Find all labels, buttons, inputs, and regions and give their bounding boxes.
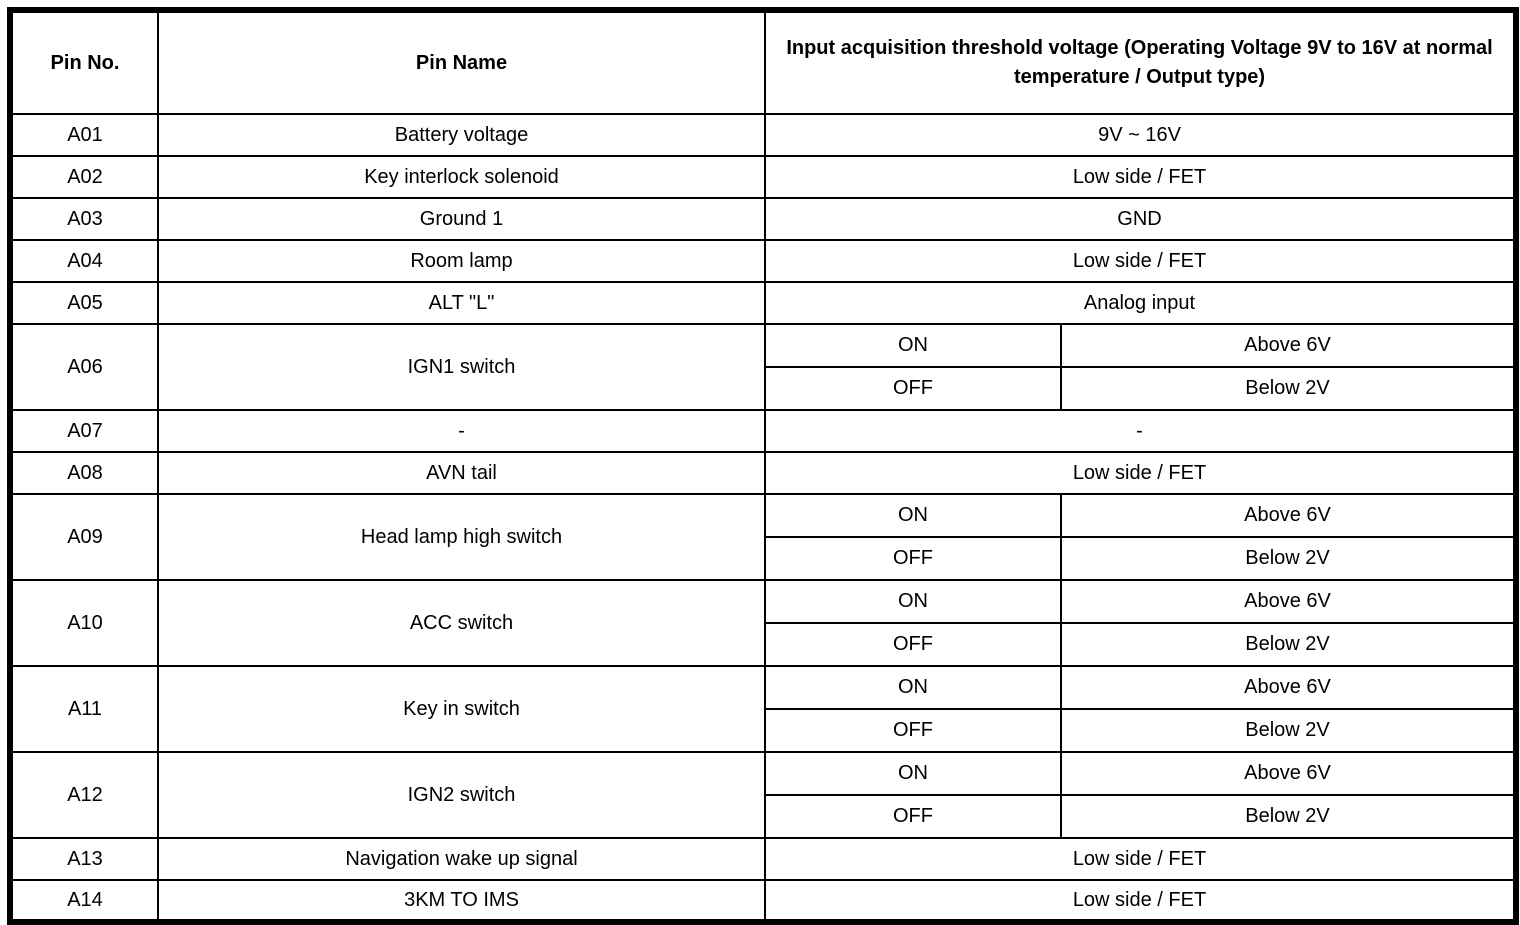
pin-name-cell: ACC switch <box>158 580 765 666</box>
pin-name-cell: IGN2 switch <box>158 752 765 838</box>
pin-name-cell: Key interlock solenoid <box>158 156 765 198</box>
table-row-a07 <box>10 410 1516 452</box>
threshold-value-cell: Low side / FET <box>765 156 1516 198</box>
pin-no-cell: A02 <box>10 156 158 198</box>
threshold-value-cell: - <box>765 410 1516 452</box>
switch-state-cell: OFF <box>765 623 1061 666</box>
threshold-value-cell: Below 2V <box>1061 795 1516 838</box>
table-row-a09-on <box>10 494 1516 537</box>
threshold-value-cell: Below 2V <box>1061 537 1516 580</box>
switch-state-cell: OFF <box>765 367 1061 410</box>
switch-state-cell: ON <box>765 666 1061 709</box>
threshold-value-cell: Low side / FET <box>765 452 1516 494</box>
pin-name-cell: - <box>158 410 765 452</box>
threshold-value-cell: Above 6V <box>1061 324 1516 367</box>
table-row-a01 <box>10 114 1516 156</box>
threshold-value-cell: 9V ~ 16V <box>765 114 1516 156</box>
pin-no-cell: A04 <box>10 240 158 282</box>
pin-name-cell: Navigation wake up signal <box>158 838 765 880</box>
switch-state-cell: ON <box>765 752 1061 795</box>
pin-name-cell: 3KM TO IMS <box>158 880 765 922</box>
table-row-a08 <box>10 452 1516 494</box>
pin-name-cell: AVN tail <box>158 452 765 494</box>
threshold-value-cell: Below 2V <box>1061 367 1516 410</box>
pin-name-cell: Room lamp <box>158 240 765 282</box>
table-row-a04 <box>10 240 1516 282</box>
header-pin-name: Pin Name <box>158 10 765 114</box>
pin-no-cell: A09 <box>10 494 158 580</box>
table-row-a10-on <box>10 580 1516 623</box>
table-row-a03 <box>10 198 1516 240</box>
table-row-a06-on <box>10 324 1516 367</box>
pin-name-cell: Key in switch <box>158 666 765 752</box>
threshold-value-cell: Low side / FET <box>765 240 1516 282</box>
pin-name-cell: Head lamp high switch <box>158 494 765 580</box>
pin-no-cell: A01 <box>10 114 158 156</box>
pin-no-cell: A08 <box>10 452 158 494</box>
pin-table-body <box>10 114 1516 922</box>
header-row <box>10 10 1516 114</box>
switch-state-cell: ON <box>765 580 1061 623</box>
threshold-value-cell: Above 6V <box>1061 752 1516 795</box>
threshold-value-cell: Below 2V <box>1061 709 1516 752</box>
threshold-value-cell: Below 2V <box>1061 623 1516 666</box>
switch-state-cell: OFF <box>765 709 1061 752</box>
pin-no-cell: A07 <box>10 410 158 452</box>
table-row-a13 <box>10 838 1516 880</box>
switch-state-cell: OFF <box>765 795 1061 838</box>
table-row-a05 <box>10 282 1516 324</box>
pin-no-cell: A10 <box>10 580 158 666</box>
pin-no-cell: A03 <box>10 198 158 240</box>
pin-no-cell: A06 <box>10 324 158 410</box>
pin-no-cell: A12 <box>10 752 158 838</box>
threshold-value-cell: Analog input <box>765 282 1516 324</box>
pin-no-cell: A13 <box>10 838 158 880</box>
switch-state-cell: ON <box>765 324 1061 367</box>
switch-state-cell: ON <box>765 494 1061 537</box>
header-threshold: Input acquisition threshold voltage (Operating Voltage 9V to 16V at normal temperature / Output type) <box>765 10 1516 114</box>
pin-no-cell: A14 <box>10 880 158 922</box>
pin-table <box>7 7 1519 925</box>
pin-no-cell: A11 <box>10 666 158 752</box>
pin-name-cell: IGN1 switch <box>158 324 765 410</box>
pin-name-cell: ALT "L" <box>158 282 765 324</box>
threshold-value-cell: Above 6V <box>1061 580 1516 623</box>
switch-state-cell: OFF <box>765 537 1061 580</box>
table-row-a12-on <box>10 752 1516 795</box>
threshold-value-cell: GND <box>765 198 1516 240</box>
table-row-a02 <box>10 156 1516 198</box>
pin-name-cell: Ground 1 <box>158 198 765 240</box>
threshold-value-cell: Above 6V <box>1061 666 1516 709</box>
pin-no-cell: A05 <box>10 282 158 324</box>
table-row-a14 <box>10 880 1516 922</box>
threshold-value-cell: Above 6V <box>1061 494 1516 537</box>
pin-name-cell: Battery voltage <box>158 114 765 156</box>
threshold-value-cell: Low side / FET <box>765 880 1516 922</box>
threshold-value-cell: Low side / FET <box>765 838 1516 880</box>
header-pin-no: Pin No. <box>10 10 158 114</box>
table-row-a11-on <box>10 666 1516 709</box>
